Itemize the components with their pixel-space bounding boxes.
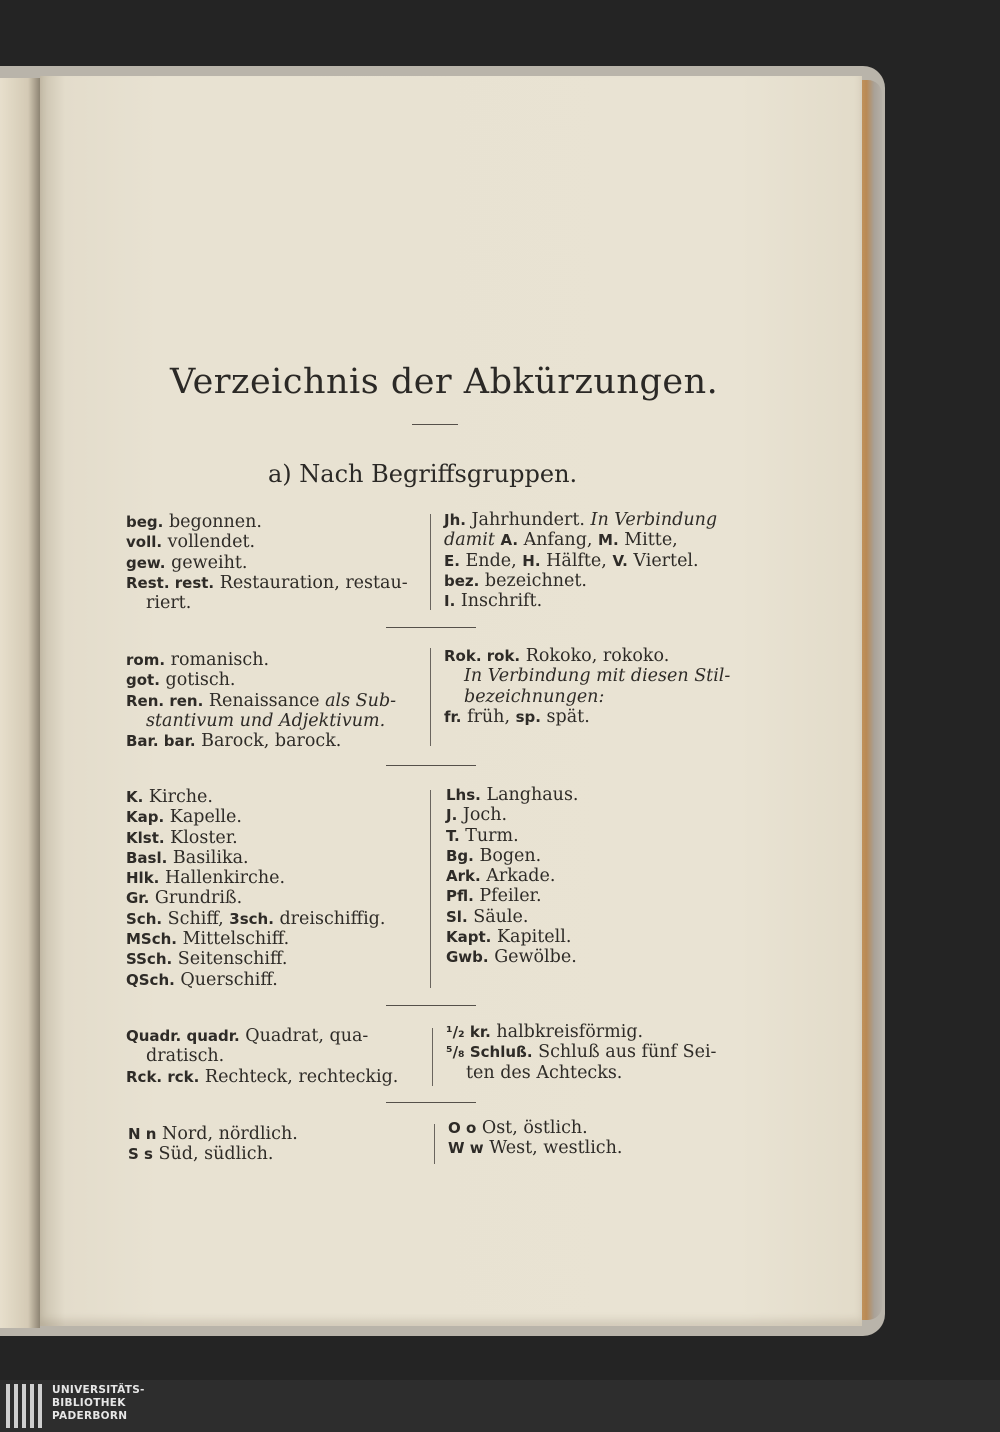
entry-line [444, 646, 730, 666]
entry-abbreviation: Jh. [444, 511, 466, 529]
entry-meaning: Nord, nördlich. [162, 1124, 298, 1144]
group-3-left [126, 787, 385, 990]
entry-meaning: Restauration, restau- [219, 572, 408, 593]
entry-abbreviation: S s [128, 1145, 153, 1164]
entry-abbreviation: 3sch. [229, 909, 274, 928]
entry-meaning: Joch. [462, 805, 508, 826]
entry-meaning: Barock, barock. [201, 731, 342, 752]
entry-line [128, 1144, 298, 1164]
entry-abbreviation: Pfl. [446, 887, 474, 906]
entry-meaning: Viertel. [633, 550, 699, 571]
entry-abbreviation: Hlk. [126, 869, 160, 888]
entry-line [446, 1022, 716, 1042]
entry-abbreviation: Rest. rest. [126, 573, 215, 592]
library-name [52, 1384, 145, 1423]
entry-abbreviation: Gwb. [446, 948, 489, 967]
entry-line [448, 1138, 622, 1158]
entry-abbreviation: gew. [126, 553, 166, 572]
entry-line [444, 687, 730, 707]
entry-meaning: Kapitell. [496, 927, 572, 948]
entry-line [126, 807, 385, 827]
entry-line [126, 650, 396, 670]
entry-abbreviation: MSch. [126, 930, 177, 949]
entry-italic: bezeichnungen: [464, 686, 605, 707]
entry-line [446, 947, 579, 967]
entry-line [126, 970, 385, 990]
column-divider [430, 648, 431, 746]
entry-line [444, 551, 717, 571]
entry-meaning: Säule. [473, 906, 529, 927]
entry-meaning: Anfang, [523, 530, 593, 551]
entry-line [126, 868, 385, 888]
entry-line [126, 691, 396, 711]
entry-abbreviation: Kap. [126, 808, 165, 827]
entry-meaning: Bogen. [479, 845, 542, 866]
entry-abbreviation: Rok. rok. [444, 647, 521, 665]
entry-meaning: Arkade. [486, 866, 556, 887]
entry-line [126, 532, 408, 552]
entry-meaning: Hälfte, [546, 550, 607, 571]
entry-italic: In Verbindung [590, 510, 718, 530]
column-divider [434, 1124, 435, 1164]
entry-meaning: Querschiff. [180, 969, 278, 990]
entry-meaning: Langhaus. [486, 785, 579, 805]
entry-meaning: West, westlich. [489, 1138, 623, 1159]
entry-meaning: Schluß aus fünf Sei- [538, 1042, 717, 1063]
entry-meaning: romanisch. [170, 650, 270, 670]
entry-meaning: vollendet. [167, 532, 256, 553]
entry-meaning: Mittelschiff. [182, 929, 290, 950]
entry-abbreviation: N n [128, 1125, 157, 1143]
group-rule [386, 1005, 476, 1006]
entry-meaning: Ost, östlich. [481, 1118, 588, 1138]
entry-abbreviation: bez. [444, 571, 480, 590]
entry-meaning: früh, [467, 706, 511, 727]
entry-abbreviation: QSch. [126, 970, 175, 989]
entry-line [126, 949, 385, 969]
group-4-left [126, 1026, 398, 1087]
entry-meaning: Schiff, [167, 908, 224, 929]
entry-line [126, 711, 396, 731]
entry-line [446, 1042, 716, 1062]
entry-abbreviation: K. [126, 788, 144, 806]
entry-line [446, 886, 579, 906]
group-3-right [446, 785, 579, 968]
entry-meaning: Ende, [465, 550, 517, 571]
entry-line [126, 731, 396, 751]
entry-meaning: bezeichnet. [484, 570, 587, 591]
entry-abbreviation: Sl. [446, 907, 468, 926]
entry-meaning: riert. [146, 593, 192, 614]
entry-abbreviation: sp. [515, 707, 541, 726]
entry-italic: damit [444, 530, 495, 551]
entry-line [126, 909, 385, 929]
entry-abbreviation: Sch. [126, 909, 163, 928]
entry-meaning: Kapelle. [169, 807, 242, 828]
entry-abbreviation: ¹/₂ kr. [446, 1023, 491, 1041]
library-name-line: BIBLIOTHEK [52, 1397, 126, 1409]
entry-abbreviation: V. [612, 551, 628, 570]
entry-abbreviation: rom. [126, 651, 166, 669]
entry-meaning: Mitte, [624, 530, 678, 551]
entry-meaning: Inschrift. [460, 591, 543, 612]
entry-line [446, 907, 579, 927]
group-1-right [444, 510, 717, 611]
group-rule [386, 1102, 476, 1103]
entry-abbreviation: Ren. ren. [126, 691, 204, 710]
entry-meaning: Rokoko, rokoko. [525, 646, 670, 666]
entry-meaning: ten des Achtecks. [466, 1062, 623, 1083]
entry-meaning: gotisch. [165, 670, 236, 691]
group-rule [386, 627, 476, 628]
entry-abbreviation: Ark. [446, 867, 481, 886]
group-1-left [126, 512, 408, 613]
library-name-line: PADERBORN [52, 1410, 128, 1422]
entry-meaning: Quadrat, qua- [245, 1026, 369, 1046]
entry-meaning: Turm. [465, 825, 519, 846]
entry-line [446, 785, 579, 805]
entry-meaning: Renaissance [208, 690, 320, 711]
entry-line [448, 1118, 622, 1138]
entry-meaning: halbkreisförmig. [496, 1022, 644, 1042]
entry-abbreviation: fr. [444, 707, 462, 726]
entry-italic: In Verbindung mit diesen Stil- [464, 666, 731, 687]
entry-line [446, 846, 579, 866]
entry-line [444, 591, 717, 611]
entry-meaning: spät. [546, 706, 590, 727]
entry-line [126, 1026, 398, 1046]
entry-line [126, 1067, 398, 1087]
column-divider [430, 514, 431, 610]
entry-italic: als Sub- [325, 690, 397, 711]
entry-abbreviation: Bar. bar. [126, 732, 196, 751]
entry-line [444, 707, 730, 727]
entry-meaning: Süd, südlich. [158, 1144, 274, 1165]
section-heading: a) Nach Begriffsgruppen. [268, 460, 578, 488]
entry-abbreviation: A. [500, 531, 519, 550]
page-title: Verzeichnis der Abkürzungen. [170, 362, 719, 402]
entry-abbreviation: Kapt. [446, 928, 492, 947]
entry-abbreviation: M. [598, 531, 619, 550]
entry-line [126, 929, 385, 949]
entry-line [444, 571, 717, 591]
entry-meaning: Pfeiler. [479, 886, 542, 907]
group-2-left [126, 650, 396, 751]
entry-abbreviation: Gr. [126, 889, 150, 908]
group-4-right [446, 1022, 716, 1083]
entry-line [126, 512, 408, 532]
entry-abbreviation: O o [448, 1119, 477, 1137]
entry-abbreviation: ⁵/₈ Schluß. [446, 1043, 533, 1062]
entry-meaning: dratisch. [146, 1046, 225, 1067]
entry-abbreviation: Rck. rck. [126, 1067, 200, 1086]
entry-abbreviation: J. [446, 806, 458, 825]
entry-line [126, 848, 385, 868]
group-rule [386, 765, 476, 766]
entry-abbreviation: E. [444, 551, 460, 570]
entry-abbreviation: beg. [126, 513, 164, 531]
left-page-sliver [0, 78, 40, 1328]
entry-line [128, 1124, 298, 1144]
group-5-right [448, 1118, 622, 1159]
entry-meaning: Kloster. [170, 827, 238, 848]
group-2-right [444, 646, 730, 727]
entry-abbreviation: I. [444, 592, 456, 611]
column-divider [430, 790, 431, 988]
entry-line [446, 805, 579, 825]
library-name-line: UNIVERSITÄTS- [52, 1384, 145, 1396]
column-divider [432, 1028, 433, 1086]
entry-abbreviation: got. [126, 671, 160, 690]
entry-line [126, 573, 408, 593]
group-5-left [128, 1124, 298, 1165]
entry-line [126, 787, 385, 807]
entry-abbreviation: Klst. [126, 828, 165, 847]
entry-line [126, 828, 385, 848]
entry-abbreviation: T. [446, 826, 460, 845]
entry-line [126, 553, 408, 573]
entry-line [126, 593, 408, 613]
entry-line [446, 927, 579, 947]
entry-abbreviation: Lhs. [446, 786, 481, 804]
entry-abbreviation: voll. [126, 533, 163, 552]
entry-abbreviation: Basl. [126, 848, 168, 867]
entry-line [126, 888, 385, 908]
entry-meaning: geweiht. [171, 552, 248, 573]
entry-line [444, 530, 717, 550]
entry-meaning: begonnen. [168, 512, 262, 532]
entry-abbreviation: Bg. [446, 846, 474, 865]
library-logo-icon [6, 1384, 46, 1428]
entry-abbreviation: H. [522, 551, 541, 570]
entry-italic: stantivum und Adjektivum. [146, 710, 386, 731]
entry-meaning: Gewölbe. [494, 947, 577, 968]
entry-line [446, 866, 579, 886]
entry-meaning: Jahrhundert. [471, 510, 585, 530]
entry-meaning: Grundriß. [154, 888, 243, 909]
entry-meaning: Hallenkirche. [164, 868, 286, 889]
entry-meaning: dreischiffig. [279, 908, 386, 929]
entry-meaning: Rechteck, rechteckig. [204, 1066, 399, 1087]
entry-meaning: Basilika. [172, 847, 249, 868]
entry-meaning: Seitenschiff. [177, 949, 288, 970]
entry-line [126, 670, 396, 690]
title-rule [412, 424, 458, 425]
footer-band [0, 1380, 1000, 1432]
entry-line [444, 510, 717, 530]
entry-line [446, 1063, 716, 1083]
entry-line [126, 1046, 398, 1066]
entry-meaning: Kirche. [148, 787, 213, 807]
entry-abbreviation: Quadr. quadr. [126, 1027, 240, 1045]
entry-line [446, 826, 579, 846]
entry-abbreviation: W w [448, 1139, 484, 1158]
entry-abbreviation: SSch. [126, 950, 173, 969]
entry-line [444, 666, 730, 686]
